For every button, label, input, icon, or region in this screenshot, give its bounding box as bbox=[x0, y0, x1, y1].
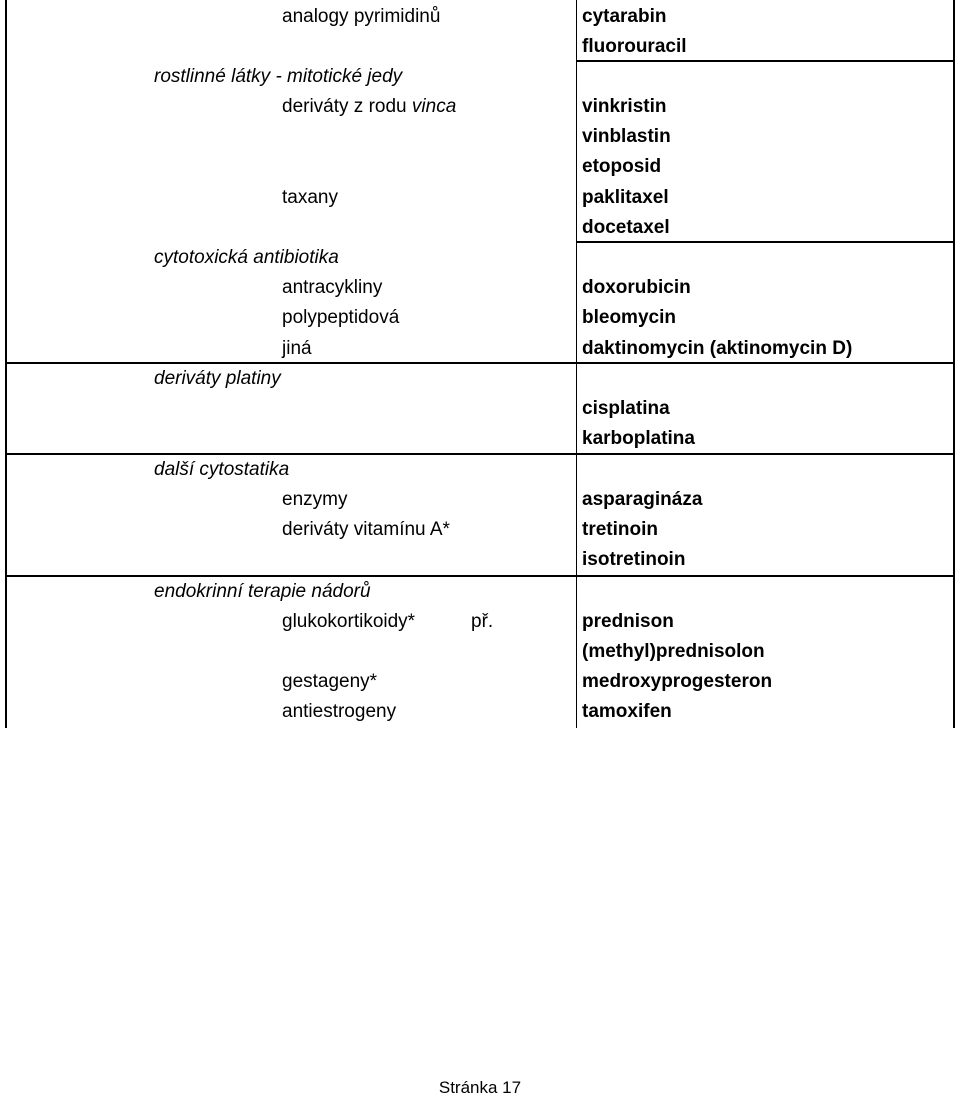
drug-name: (methyl)prednisolon bbox=[582, 641, 765, 662]
category-label: další cytostatika bbox=[154, 459, 290, 480]
subcategory-label: glukokortikoidy* bbox=[282, 611, 416, 632]
drug-name: daktinomycin (aktinomycin D) bbox=[582, 338, 853, 359]
drug-name: vinblastin bbox=[582, 126, 671, 147]
table-row bbox=[0, 364, 960, 394]
subcategory-label: taxany bbox=[282, 187, 338, 208]
subcategory-label: deriváty z rodu vinca bbox=[282, 96, 457, 117]
table-row bbox=[0, 455, 960, 485]
table-row bbox=[0, 545, 960, 575]
drug-name: medroxyprogesteron bbox=[582, 671, 773, 692]
table-row bbox=[0, 183, 960, 213]
drug-name: prednison bbox=[582, 611, 674, 632]
drug-name: tretinoin bbox=[582, 519, 658, 540]
drug-name: docetaxel bbox=[582, 217, 670, 238]
table-row bbox=[0, 697, 960, 727]
example-abbreviation: př. bbox=[471, 611, 494, 632]
drug-name: cisplatina bbox=[582, 398, 670, 419]
subcategory-label: deriváty vitamínu A* bbox=[282, 519, 450, 540]
drug-name: asparagináza bbox=[582, 489, 703, 510]
table-row bbox=[0, 334, 960, 364]
table-row bbox=[0, 577, 960, 607]
table-row bbox=[0, 273, 960, 303]
table-row bbox=[0, 92, 960, 122]
subcategory-label: antracykliny bbox=[282, 277, 383, 298]
table-row bbox=[0, 32, 960, 62]
subcategory-label: polypeptidová bbox=[282, 307, 400, 328]
subcategory-label: enzymy bbox=[282, 489, 348, 510]
drug-name: bleomycin bbox=[582, 307, 676, 328]
drug-name: paklitaxel bbox=[582, 187, 669, 208]
subcategory-label: gestageny* bbox=[282, 671, 378, 692]
subcategory-label: jiná bbox=[282, 338, 312, 359]
table-row bbox=[0, 394, 960, 424]
category-label: endokrinní terapie nádorů bbox=[154, 581, 371, 602]
drug-name: cytarabin bbox=[582, 6, 667, 27]
category-label: rostlinné látky - mitotické jedy bbox=[154, 66, 403, 87]
drug-name: karboplatina bbox=[582, 428, 695, 449]
drug-name: etoposid bbox=[582, 156, 662, 177]
subcategory-label: analogy pyrimidinů bbox=[282, 6, 441, 27]
table-row bbox=[0, 667, 960, 697]
category-label: deriváty platiny bbox=[154, 368, 281, 389]
category-label: cytotoxická antibiotika bbox=[154, 247, 339, 268]
drug-name: doxorubicin bbox=[582, 277, 691, 298]
table-row bbox=[0, 607, 960, 637]
table-row bbox=[0, 122, 960, 152]
table-row bbox=[0, 213, 960, 243]
page-footer: Stránka 17 bbox=[438, 1078, 522, 1097]
subcategory-label: antiestrogeny bbox=[282, 701, 397, 722]
table-row bbox=[0, 637, 960, 667]
drug-name: tamoxifen bbox=[582, 701, 672, 722]
drug-name: fluorouracil bbox=[582, 36, 687, 57]
drug-name: isotretinoin bbox=[582, 549, 686, 570]
table-row bbox=[0, 424, 960, 454]
drug-name: vinkristin bbox=[582, 96, 667, 117]
table-row bbox=[0, 62, 960, 92]
table-row bbox=[0, 303, 960, 333]
table-row bbox=[0, 485, 960, 515]
table-row bbox=[0, 243, 960, 273]
table-row bbox=[0, 515, 960, 545]
table-row bbox=[0, 152, 960, 182]
table-row bbox=[0, 2, 960, 32]
